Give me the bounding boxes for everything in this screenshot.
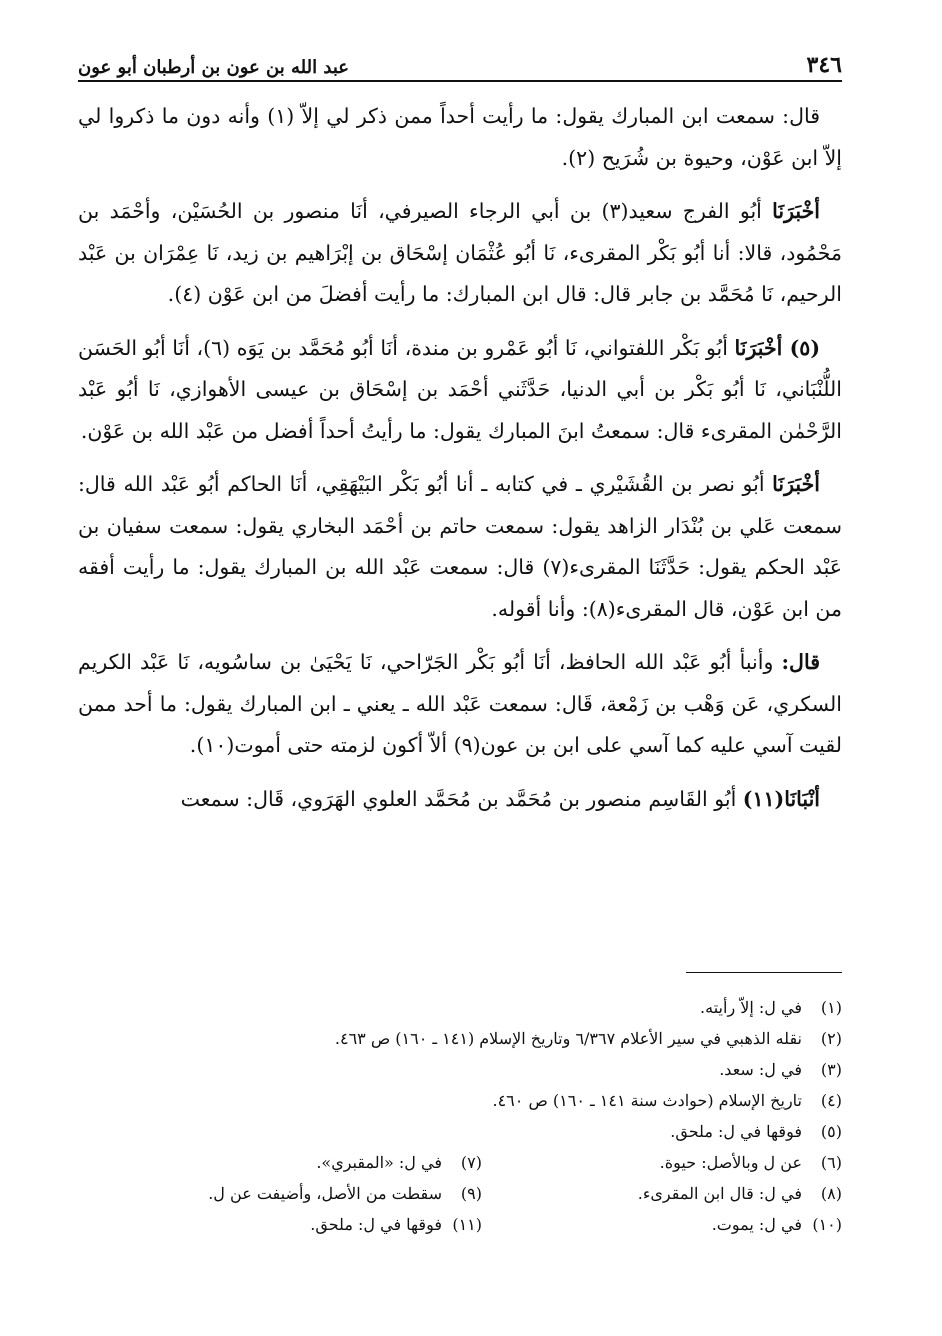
running-title: عبد الله بن عون بن أرطبان أبو عون [78,57,349,78]
page-number: ٣٤٦ [806,52,842,78]
footnote-text: في ل: سعد. [719,1060,802,1079]
footnote-text: في ل: «المقبري». [316,1153,442,1172]
footnote-number: (٤) [820,1091,842,1110]
footnote-row [78,1054,842,1085]
paragraph-text: قال: سمعت ابن المبارك يقول: ما رأيت أحداً ممن ذكر لي إلاّ (١) وأنه دون ما ذكروا لي إلاّ ابن عَوْن، وحيوة بن شُرَيح (٢). [78,104,842,170]
footnote [122,1153,482,1172]
paragraph-text: أبُو بَكْر اللفتواني، نَا أبُو عَمْرو بن مندة، أنَا أبُو مُحَمَّد بن يَوَه (٦)، أنَا أبُو الحَسَن اللُّنْبَاني، نَا أبُو بَكْر بن أبي الدنيا، حَدَّثَني أحْمَد بن إسْحَاق بن عيسى الأهوازي، نَا أبُو عَبْد الرَّحْمٰن المقرىء قال: سمعتُ ابنَ المبارك يقول: ما رأيتُ أحداً أفضل من عَبْد الله بن عَوْن. [78,335,842,443]
header-rule [78,80,842,82]
footnote-number: (٩) [460,1184,482,1203]
footnote-separator [686,972,842,973]
footnote-number: (٨) [820,1184,842,1203]
footnote-row [78,992,842,1023]
footnote-text: في ل: قال ابن المقرىء. [637,1184,802,1203]
footnote-text: فوقها في ل: ملحق. [670,1122,802,1141]
footnote-number: (٣) [820,1060,842,1079]
footnote-number: (١) [820,998,842,1017]
footnote-row [78,1178,842,1209]
footnote-row [78,1085,842,1116]
footnote [482,1122,842,1141]
footnote-number: (١٠) [812,1215,842,1234]
footnotes [78,992,842,1240]
footnote [482,1060,842,1079]
paragraph [78,96,842,179]
footnote-number: (٦) [820,1153,842,1172]
footnote-text: في ل: يموت. [711,1215,802,1234]
footnote [482,1184,842,1203]
footnote-row [78,1023,842,1054]
footnote-row [78,1209,842,1240]
paragraph [78,642,842,767]
footnote [482,1153,842,1172]
paragraph-lead-word: (٥) أخْبَرَنَا [734,335,821,360]
footnote [334,1029,842,1048]
paragraph [78,328,842,453]
footnote [482,1215,842,1234]
footnote [122,1184,482,1203]
paragraph-lead-word: أخْبَرَنَا [772,199,820,223]
footnote-number: (٥) [820,1122,842,1141]
footnote-number: (١١) [452,1215,482,1234]
paragraph-text: وأنبأ أبُو عَبْد الله الحافظ، أنَا أبُو بَكْر الجَرّاحي، نَا يَحْيَىٰ بن ساسُويه، نَا عَبْد الكريم السكري، عَن وَهْب بن زَمْعة، قَال: سمعت عَبْد الله ـ يعني ـ ابن المبارك يقول: ما أحد ممن لقيت آسي عليه كما آسي على ابن بن عون(٩) ألاّ أكون لزمته حتى أموت(١٠). [78,650,842,757]
footnote-row [78,1116,842,1147]
paragraph-text: أبُو القَاسِم منصور بن مُحَمَّد بن مُحَمَّد العلوي الهَرَوي، قَال: سمعت [180,786,743,811]
footnote-number: (٧) [460,1153,482,1172]
footnote-text: في ل: إلاّ رأيته. [700,998,802,1017]
footnote-text: فوقها في ل: ملحق. [310,1215,442,1234]
paragraph-text: أبُو الفرج سعيد(٣) بن أبي الرجاء الصيرفي، أنَا منصور بن الحُسَيْن، وأحْمَد بن مَحْمُود، قالا: أنا أبُو بَكْر المقرىء، نَا أبُو عُثْمَان إسْحَاق بن إبْرَاهيم بن زيد، نَا عِمْرَان بن عَبْد الرحيم، نَا مُحَمَّد بن جابر قال: قال ابن المبارك: ما رأيت أفضلَ من ابن عَوْن (٤). [78,199,842,306]
footnote-text: سقطت من الأصل، وأضيفت عن ل. [208,1184,442,1203]
footnote [482,1091,842,1110]
paragraph [78,779,842,821]
paragraph-lead-word: أخْبَرَنَا [772,472,820,496]
footnote-text: عن ل وبالأصل: حيوة. [659,1153,802,1172]
paragraph-text: أبُو نصر بن القُشَيْري ـ في كتابه ـ أنا أبُو بَكْر البَيْهَقِي، أنَا الحاكم أبُو عَبْد الله قال: سمعت عَلي بن بُنْدَار الزاهد يقول: سمعت حاتم بن أحْمَد البخاري يقول: سمعت سفيان بن عَبْد الحكم يقول: حَدَّثَنَا المقرىء(٧) قال: سمعت عَبْد الله بن المبارك يقول: ما رأيت أفقه من ابن عَوْن، قال المقرىء(٨): وأنا أقوله. [78,472,842,621]
footnote [482,998,842,1017]
page-header [78,38,842,78]
paragraph-lead-word: قال: [781,650,820,674]
paragraph [78,191,842,316]
footnote-text: نقله الذهبي في سير الأعلام ٦/٣٦٧ وتاريخ الإسلام (١٤١ ـ ١٦٠) ص ٤٦٣. [334,1029,802,1048]
paragraph [78,464,842,630]
footnote-number: (٢) [820,1029,842,1048]
footnote [122,1215,482,1234]
footnote-row [78,1147,842,1178]
main-text [78,96,842,832]
paragraph-lead-word: أنْبَانَا(١١) [742,786,820,811]
footnote-text: تاريخ الإسلام (حوادث سنة ١٤١ ـ ١٦٠) ص ٤٦٠. [492,1091,802,1110]
